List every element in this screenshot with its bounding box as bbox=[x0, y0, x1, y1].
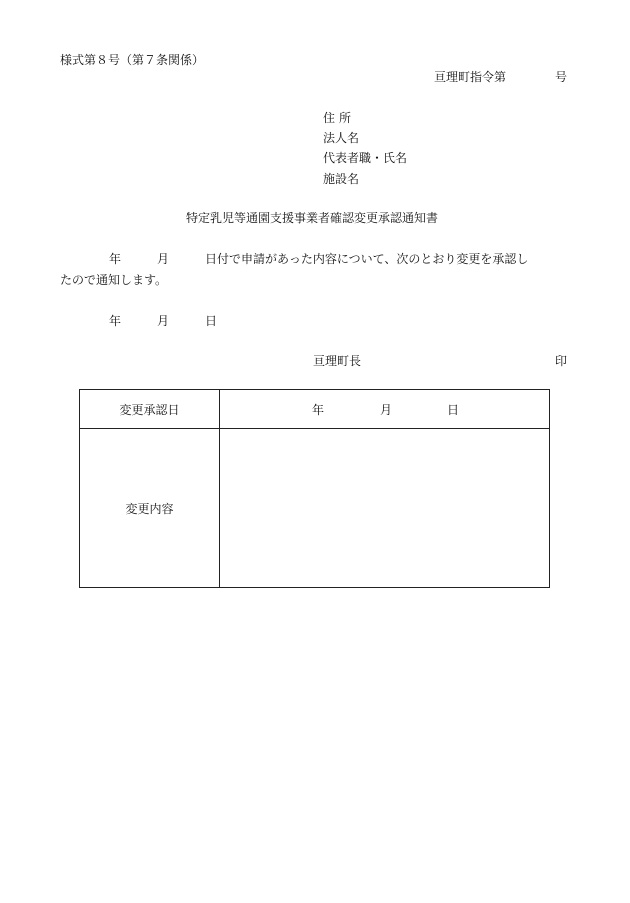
addressee-corporation-label: 法人名 bbox=[323, 131, 360, 145]
seal-mark: 印 bbox=[555, 354, 568, 368]
approval-date-year: 年 bbox=[312, 403, 325, 417]
approval-date-day: 日 bbox=[447, 403, 460, 417]
addressee-representative-label: 代表者職・氏名 bbox=[323, 151, 408, 165]
body-year-label: 年 bbox=[109, 252, 122, 266]
change-content-value bbox=[220, 429, 550, 588]
issuer-title: 亘理町長 bbox=[313, 354, 362, 368]
body-text-line1: 日付で申請があった内容について、次のとおり変更を承認し bbox=[205, 252, 529, 266]
doc-number-prefix: 亘理町指令第 bbox=[434, 70, 507, 84]
notice-date-month: 月 bbox=[157, 314, 170, 328]
body-text-line2: たので通知します。 bbox=[60, 273, 168, 287]
body-month-label: 月 bbox=[157, 252, 170, 266]
doc-number-suffix: 号 bbox=[555, 70, 568, 84]
table-row-change-content bbox=[80, 429, 550, 588]
addressee-facility-label: 施設名 bbox=[323, 172, 360, 186]
form-label: 様式第８号（第７条関係） bbox=[60, 53, 205, 67]
approval-date-value bbox=[220, 390, 550, 429]
notice-date-year: 年 bbox=[109, 314, 122, 328]
change-info-table bbox=[79, 389, 550, 588]
change-content-label: 変更内容 bbox=[80, 429, 220, 588]
notice-date-day: 日 bbox=[205, 314, 218, 328]
approval-date-label: 変更承認日 bbox=[80, 390, 220, 429]
document-title: 特定乳児等通園支援事業者確認変更承認通知書 bbox=[186, 211, 439, 225]
table-row-approval-date bbox=[80, 390, 550, 429]
approval-date-month: 月 bbox=[380, 403, 393, 417]
addressee-address-label: 住所 bbox=[323, 111, 356, 125]
